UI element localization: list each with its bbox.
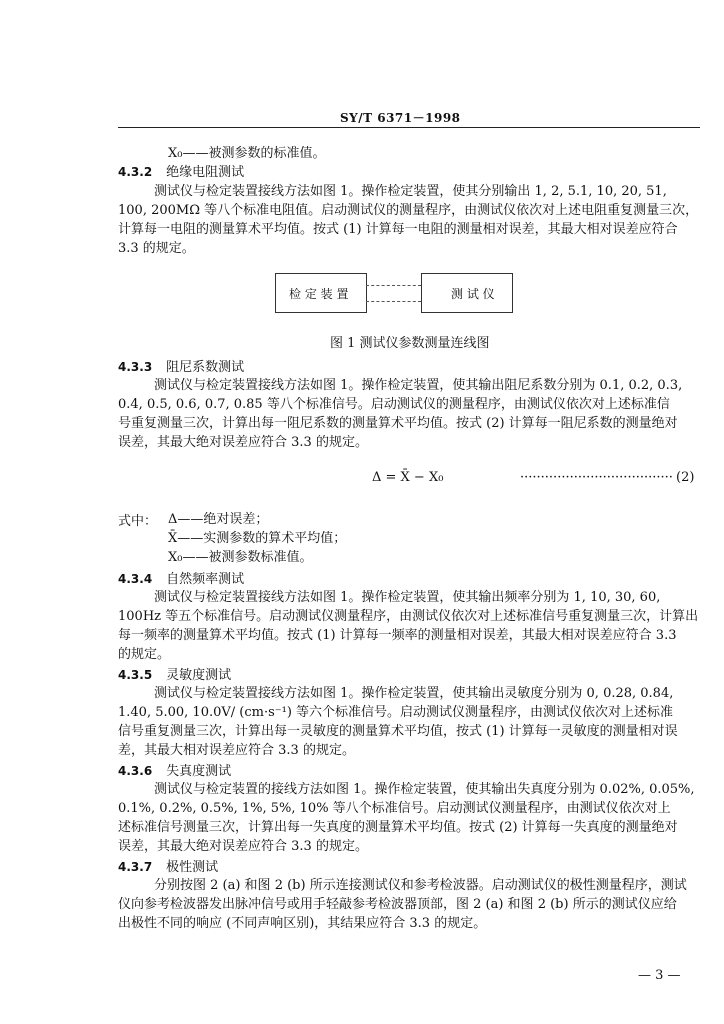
body-line: 差，其最大相对误差应符合 3.3 的规定。	[118, 743, 355, 758]
section-heading-4-3-5	[118, 664, 231, 683]
body-line: 信号重复测量三次，计算出每一灵敏度的测量算术平均值，按式 (1) 计算每一灵敏度的测量相对误	[118, 724, 678, 739]
body-line: 测试仪与检定装置接线方法如图 1。操作检定装置，使其分别输出 1, 2, 5.1, 10, 20, 51,	[154, 184, 667, 199]
section-title: 自然频率测试	[166, 572, 245, 587]
body-line: 号重复测量三次，计算出每一阻尼系数的测量算术平均值。按式 (2) 计算每一阻尼系数的测量绝对	[118, 416, 678, 431]
body-line: 分别按图 2 (a) 和图 2 (b) 所示连接测试仪和参考检波器。启动测试仪的极性测量程序，测试	[154, 878, 687, 893]
section-heading-4-3-6	[118, 760, 231, 779]
section-heading-4-3-2	[118, 161, 244, 180]
body-line: 述标准信号测量三次，计算出每一失真度的测量算术平均值。按式 (2) 计算每一失真度的测量绝对	[118, 820, 678, 835]
where-item: Δ——绝对误差；	[168, 512, 269, 527]
section-title: 绝缘电阻测试	[166, 165, 245, 180]
body-line: 误差，其最大绝对误差应符合 3.3 的规定。	[118, 435, 368, 450]
section-heading-4-3-3	[118, 356, 244, 375]
body-line: 测试仪与检定装置的接线方法如图 1。操作检定装置，使其输出失真度分别为 0.02%, 0.05%,	[154, 782, 695, 797]
body-line: 0.4, 0.5, 0.6, 0.7, 0.85 等八个标准信号。启动测试仪的测量程序，由测试仪依次对上述标准信	[118, 397, 670, 412]
formula-2-number: (2)	[676, 470, 695, 485]
body-line: 测试仪与检定装置接线方法如图 1。操作检定装置，使其输出频率分别为 1, 10, 30, 60,	[154, 590, 661, 605]
where-label: 式中：	[118, 514, 158, 529]
section-number: 4.3.5	[118, 668, 153, 682]
figure-1-diagram	[275, 265, 515, 315]
section-title: 失真度测试	[166, 764, 232, 779]
section-number: 4.3.2	[118, 165, 153, 179]
section-body-4-3-5	[118, 684, 708, 760]
body-line: 出极性不同的响应 (不同声响区别)，其结果应符合 3.3 的规定。	[118, 916, 487, 931]
body-line: 误差，其最大绝对误差应符合 3.3 的规定。	[118, 839, 368, 854]
intro-definition: X₀——被测参数的标准值。	[168, 146, 326, 161]
calibration-device-label: 检 定 装 置	[289, 287, 349, 301]
body-line: 0.1%, 0.2%, 0.5%, 1%, 5%, 10% 等八个标准信号。启动测试仪测量程序，由测试仪依次对上	[118, 801, 671, 816]
header-rule	[118, 127, 700, 128]
connection-line-top	[366, 285, 421, 286]
body-line: 1.40, 5.00, 10.0V/ (cm·s⁻¹) 等六个标准信号。启动测试仪测量程序，由测试仪依次对上述标准	[118, 705, 674, 720]
connection-line-bottom	[366, 301, 421, 302]
formula-2-leader: ·····································	[520, 470, 673, 485]
section-body-4-3-2	[118, 182, 708, 258]
tester-label: 测 试 仪	[451, 287, 495, 301]
page-number: — 3 —	[638, 968, 681, 983]
body-line: 每一频率的测量算术平均值。按式 (1) 计算每一频率的测量相对误差，其最大相对误差应符合 3.3	[118, 628, 677, 643]
section-number: 4.3.3	[118, 360, 153, 374]
section-title: 灵敏度测试	[166, 668, 232, 683]
body-line: 100, 200MΩ 等八个标准电阻值。启动测试仪的测量程序，由测试仪依次对上述电阻重复测量三次，	[118, 203, 699, 218]
section-body-4-3-7	[118, 876, 708, 933]
formula-2-expression: Δ = X̄ − X₀	[372, 470, 444, 485]
section-title: 阻尼系数测试	[166, 360, 245, 375]
section-number: 4.3.6	[118, 764, 153, 778]
body-line: 测试仪与检定装置接线方法如图 1。操作检定装置，使其输出灵敏度分别为 0, 0.28, 0.84,	[154, 686, 674, 701]
standard-code-header: SY/T 6371－1998	[340, 111, 461, 125]
section-title: 极性测试	[166, 860, 219, 875]
section-number: 4.3.7	[118, 860, 153, 874]
body-line: 的规定。	[118, 647, 171, 662]
body-line: 仪向参考检波器发出脉冲信号或用手轻敲参考检波器顶部，图 2 (a) 和图 2 (b) 所示的测试仪应给	[118, 897, 677, 912]
where-item: X̄——实测参数的算术平均值；	[168, 531, 347, 546]
section-body-4-3-6	[118, 780, 708, 856]
body-line: 测试仪与检定装置接线方法如图 1。操作检定装置，使其输出阻尼系数分别为 0.1, 0.2, 0.3,	[154, 378, 683, 393]
body-line: 3.3 的规定。	[118, 241, 195, 256]
body-line: 计算每一电阻的测量算术平均值。按式 (1) 计算每一电阻的测量相对误差，其最大相对误差应符合	[118, 222, 678, 237]
where-item: X₀——被测参数标准值。	[168, 550, 313, 565]
section-number: 4.3.4	[118, 572, 153, 586]
where-list	[168, 510, 468, 567]
figure-1-caption: 图 1 测试仪参数测量连线图	[330, 336, 490, 351]
section-heading-4-3-4	[118, 568, 244, 587]
body-line: 100Hz 等五个标准信号。启动测试仪测量程序，由测试仪依次对上述标准信号重复测量三次，计算出	[118, 609, 699, 624]
section-body-4-3-4	[118, 588, 708, 664]
section-heading-4-3-7	[118, 856, 218, 875]
section-body-4-3-3	[118, 376, 708, 452]
